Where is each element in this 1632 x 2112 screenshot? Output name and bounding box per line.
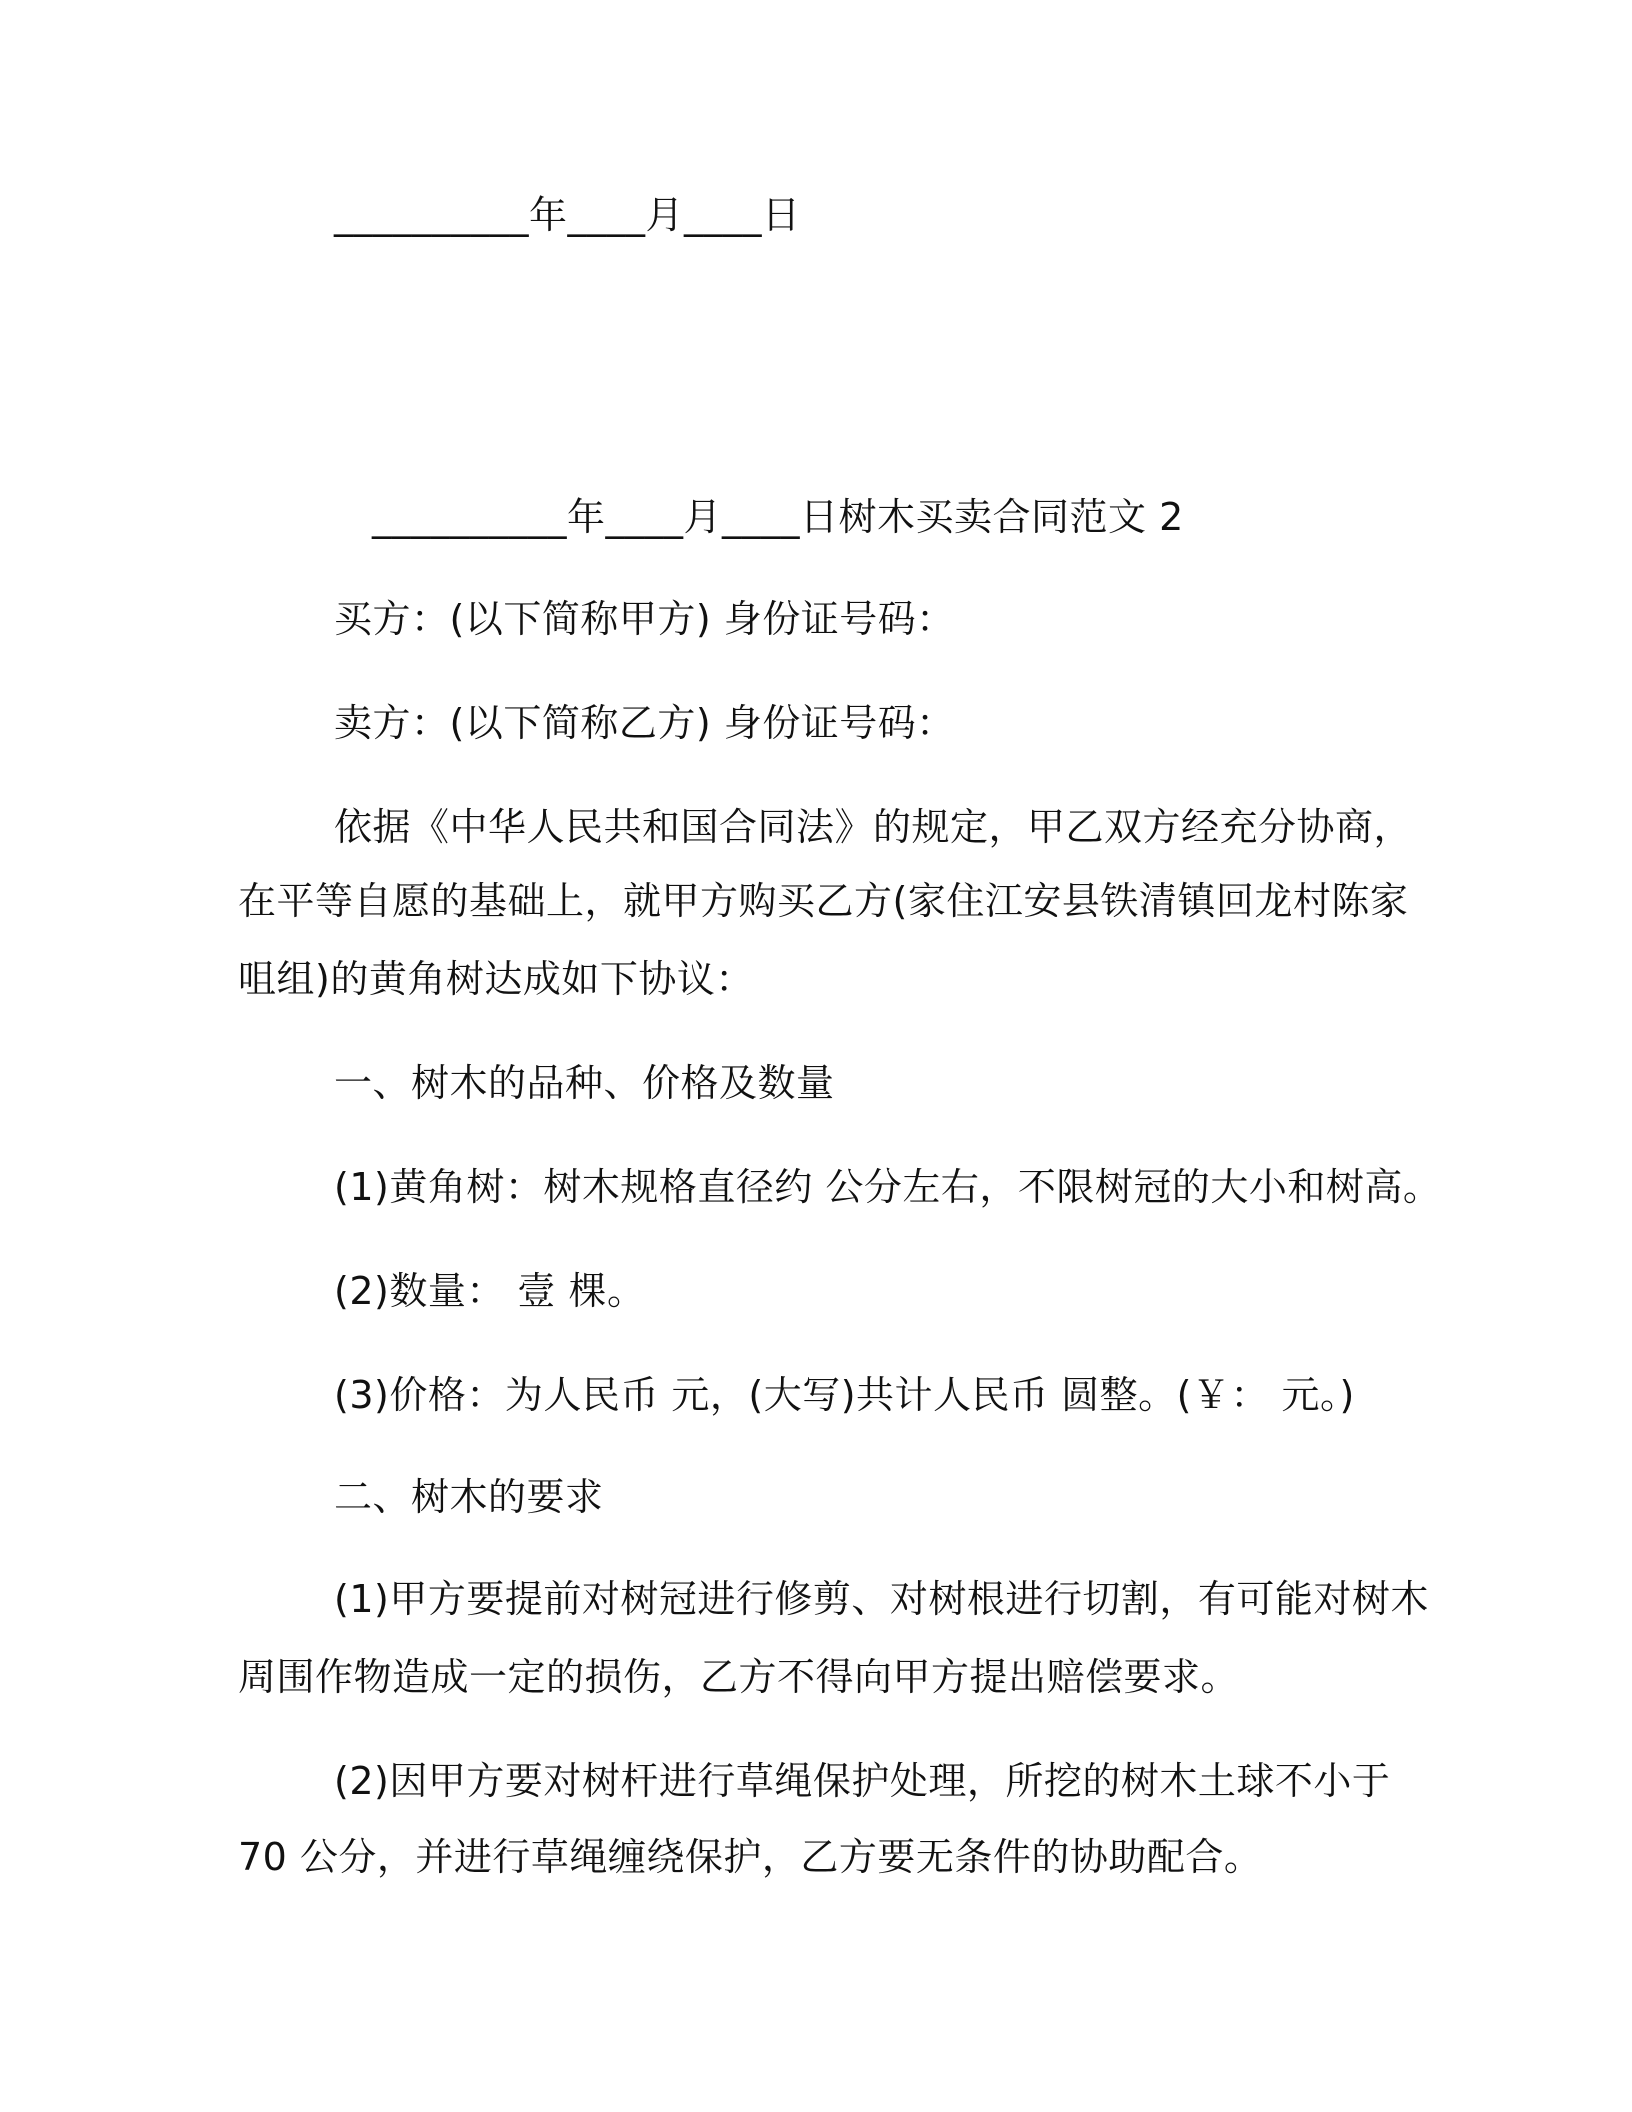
section1-item-2: (2)数量： 壹 棵。	[334, 1269, 646, 1313]
section2-item-1-line-1: (1)甲方要提前对树冠进行修剪、对树根进行切割，有可能对树木	[334, 1577, 1429, 1621]
date-line: __________年____月____日	[334, 193, 801, 237]
intro-line-1: 依据《中华人民共和国合同法》的规定，甲乙双方经充分协商，	[334, 805, 1413, 849]
section2-heading: 二、树木的要求	[334, 1475, 604, 1519]
section2-item-1-line-2: 周围作物造成一定的损伤，乙方不得向甲方提出赔偿要求。	[238, 1655, 1240, 1699]
buyer-line: 买方：(以下简称甲方) 身份证号码：	[334, 597, 955, 641]
seller-line: 卖方：(以下简称乙方) 身份证号码：	[334, 701, 955, 745]
section1-item-1: (1)黄角树：树木规格直径约 公分左右，不限树冠的大小和树高。	[334, 1165, 1442, 1209]
intro-line-3: 咀组)的黄角树达成如下协议：	[238, 957, 754, 1001]
section1-heading: 一、树木的品种、价格及数量	[334, 1061, 835, 1105]
section1-item-3: (3)价格：为人民币 元，(大写)共计人民币 圆整。(￥： 元。)	[334, 1373, 1355, 1417]
document-title: __________年____月____日树木买卖合同范文 2	[372, 495, 1184, 539]
section2-item-2-line-1: (2)因甲方要对树杆进行草绳保护处理，所挖的树木土球不小于	[334, 1759, 1391, 1803]
intro-line-2: 在平等自愿的基础上，就甲方购买乙方(家住江安县铁清镇回龙村陈家	[238, 879, 1409, 923]
section2-item-2-line-2: 70 公分，并进行草绳缠绕保护，乙方要无条件的协助配合。	[238, 1835, 1263, 1879]
